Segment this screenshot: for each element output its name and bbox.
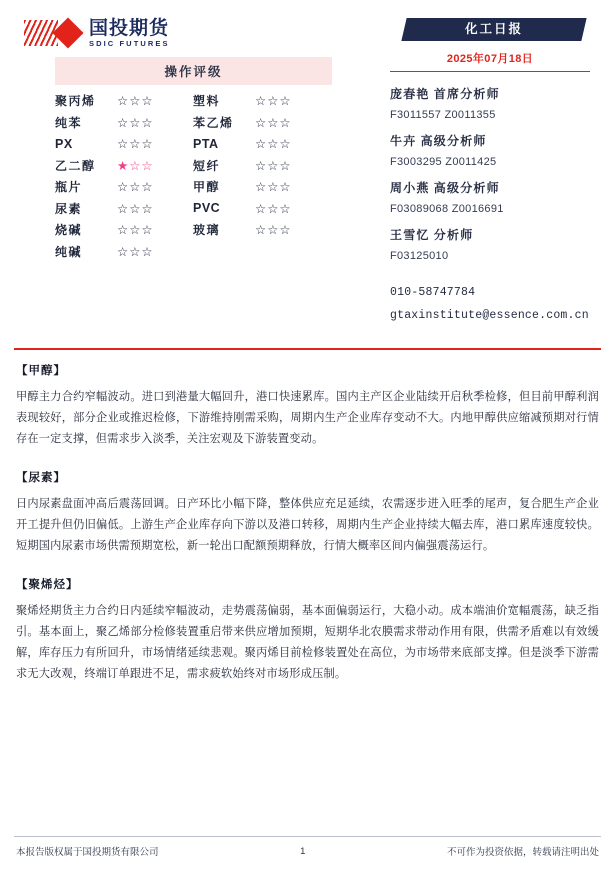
rating-product-name: 尿素 <box>55 201 83 216</box>
rating-stars: ☆☆☆ <box>117 114 154 130</box>
rating-product-name: 甲醇 <box>193 180 221 195</box>
rating-stars: ★☆☆ <box>117 157 154 173</box>
rating-product-name: 短纤 <box>193 158 221 173</box>
logo-name-cn: 国投期货 <box>89 16 170 39</box>
report-header <box>0 0 615 345</box>
rating-product-name: PVC <box>193 201 221 216</box>
section-title: 【聚烯烃】 <box>16 579 79 591</box>
header-divider <box>14 348 601 350</box>
rating-product-name: 烧碱 <box>55 223 83 238</box>
section-body-text: 聚烯烃期货主力合约日内延续窄幅波动，走势震荡偏弱，基本面偏弱运行，大稳小动。成本端油价宽幅震荡，缺乏指引。基本面上，聚乙烯部分检修装置重启带来供应增加预期，短期华北农膜需求带动作用有限，供需矛盾难以有效缓解，库存压力有所回升，市场情绪延续悲观。聚丙烯目前检修装置处在高位，为市场带来底部支撑。但是淡季下游需求无大改观，终端订单跟进不足，需求疲软始终对市场形成压制。 <box>16 605 599 680</box>
logo-name-en: SDIC FUTURES <box>89 38 170 48</box>
rating-stars: ☆☆☆ <box>117 222 154 238</box>
rating-stars: ☆☆☆ <box>117 93 154 109</box>
rating-row <box>55 133 332 155</box>
page-footer <box>16 844 599 858</box>
rating-stars: ☆☆☆ <box>117 179 154 195</box>
rating-row <box>55 176 332 198</box>
analyst-license-code: F3003295 Z0011425 <box>390 156 497 168</box>
rating-stars: ☆☆☆ <box>255 136 292 152</box>
analyst-list <box>390 85 590 262</box>
rating-product-name: 纯苯 <box>55 115 83 130</box>
report-section <box>16 362 599 450</box>
rating-product-name: 塑料 <box>193 94 221 109</box>
rating-row <box>55 155 332 177</box>
contact-block <box>390 286 590 322</box>
analyst-license-code: F03125010 <box>390 250 449 262</box>
rating-stars: ☆☆☆ <box>117 136 154 152</box>
rating-product-name: 纯碱 <box>55 244 83 259</box>
logo-wordmark <box>89 16 170 48</box>
analyst-name: 王雪忆 分析师 <box>390 228 474 242</box>
rating-stars: ☆☆☆ <box>117 243 154 259</box>
section-body-text: 日内尿素盘面冲高后震荡回调。日产环比小幅下降，整体供应充足延续，农需逐步进入旺季的尾声，复合肥生产企业开工提升但仍旧偏低。上游生产企业库存向下游以及港口转移，周期内生产企业持续大幅去库，港口累库速度较快。短期国内尿素市场供需预期宽松，新一轮出口配额预期释放，行情大概率区间内偏强震荡运行。 <box>16 498 599 552</box>
rating-product-name: 乙二醇 <box>55 158 96 173</box>
report-section <box>16 469 599 557</box>
analyst-name: 庞春艳 首席分析师 <box>390 87 500 101</box>
rating-stars: ☆☆☆ <box>255 222 292 238</box>
footer-copyright: 本报告版权属于国投期货有限公司 <box>16 847 159 858</box>
analyst-name: 牛卉 高级分析师 <box>390 134 487 148</box>
rating-stars: ☆☆☆ <box>255 179 292 195</box>
page-number: 1 <box>300 845 306 857</box>
rating-grid <box>55 90 332 262</box>
rating-stars: ☆☆☆ <box>255 200 292 216</box>
rating-row <box>55 112 332 134</box>
section-title: 【甲醇】 <box>16 365 66 377</box>
analyst-license-code: F03089068 Z0016691 <box>390 203 504 215</box>
rating-product-name: 聚丙烯 <box>55 94 96 109</box>
rating-product-name: 苯乙烯 <box>193 115 234 130</box>
rating-stars: ☆☆☆ <box>117 200 154 216</box>
footer-divider <box>14 836 601 837</box>
rating-product-name: PTA <box>193 136 219 151</box>
analyst-license-code: F3011557 Z0011355 <box>390 109 496 121</box>
report-info-panel <box>390 18 590 322</box>
report-title-banner <box>401 18 586 41</box>
footer-disclaimer: 不可作为投资依据，转载请注明出处 <box>446 847 599 858</box>
report-section <box>16 576 599 685</box>
section-title: 【尿素】 <box>16 472 66 484</box>
rating-product-name: PX <box>55 136 73 151</box>
report-title: 化工日报 <box>464 22 523 36</box>
rating-row <box>55 219 332 241</box>
rating-panel-title: 操作评级 <box>55 57 332 85</box>
rating-product-name: 瓶片 <box>55 180 83 195</box>
rating-product-name: 玻璃 <box>193 223 221 238</box>
section-body-text: 甲醇主力合约窄幅波动。进口到港量大幅回升，港口快速累库。国内主产区企业陆续开启秋季检修，但目前甲醇利润表现较好，部分企业或推迟检修，下游维持刚需采购，周期内生产企业库存变动不大。内地甲醇供应缩减预期对行情存在一定支撑，但需求步入淡季，关注宏观及下游装置变动。 <box>16 391 599 445</box>
contact-email[interactable]: gtaxinstitute@essence.com.cn <box>390 309 589 322</box>
rating-row <box>55 90 332 112</box>
analyst-name: 周小燕 高级分析师 <box>390 181 500 195</box>
rating-stars: ☆☆☆ <box>255 93 292 109</box>
company-logo <box>24 16 170 50</box>
rating-stars: ☆☆☆ <box>255 157 292 173</box>
rating-stars: ☆☆☆ <box>255 114 292 130</box>
rating-row <box>55 198 332 220</box>
operation-rating-panel <box>55 57 332 262</box>
report-date: 2025年07月18日 <box>390 50 590 72</box>
report-body <box>16 362 599 704</box>
contact-phone: 010-58747784 <box>390 286 476 299</box>
rating-row <box>55 241 332 263</box>
